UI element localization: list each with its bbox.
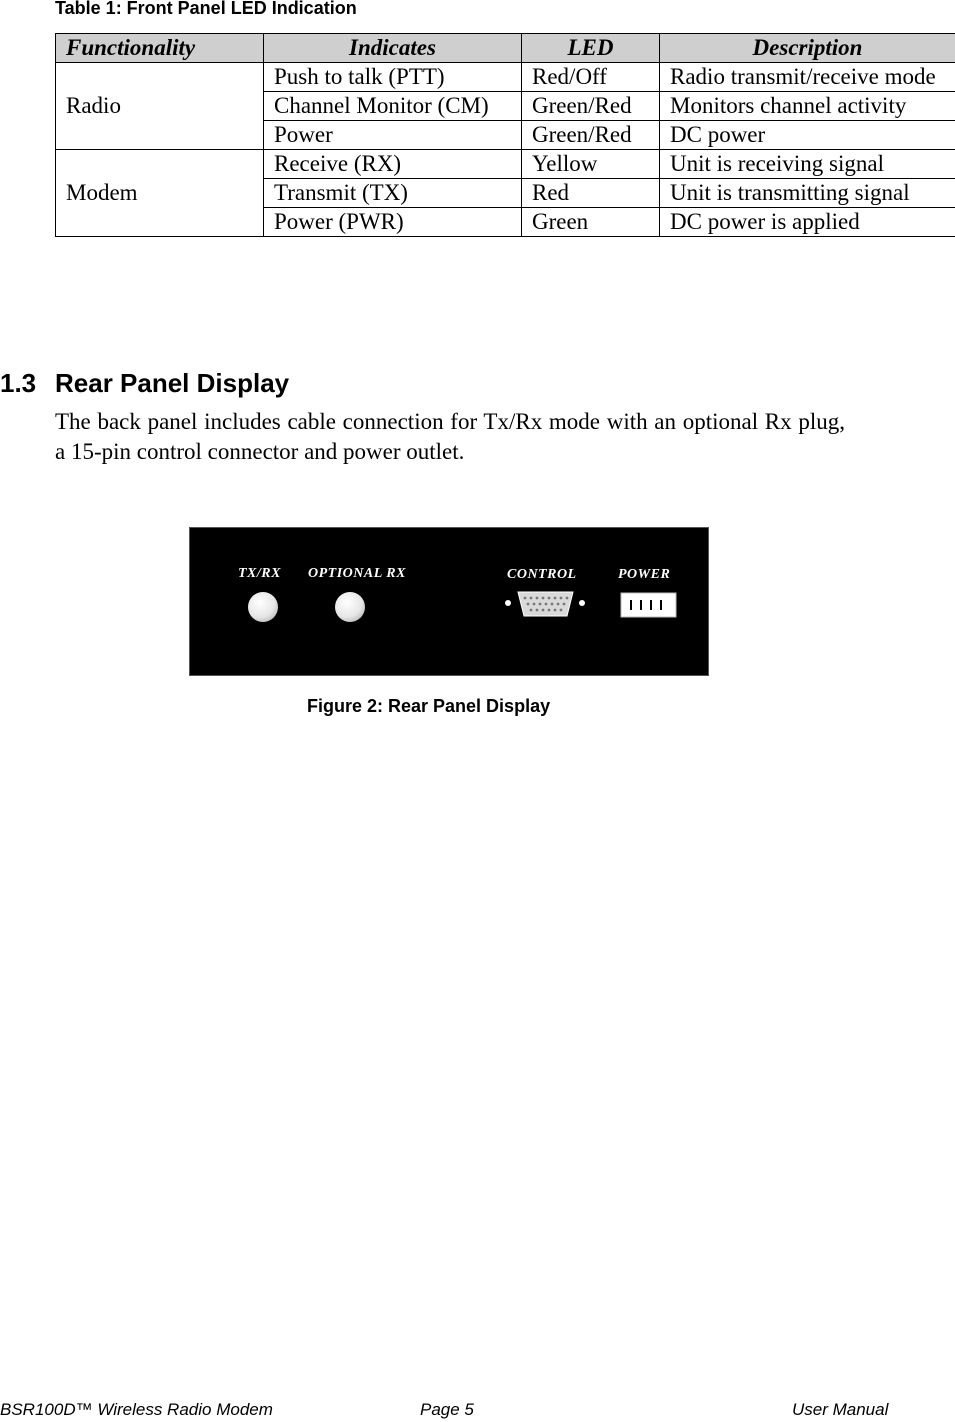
table-row [56,63,955,92]
indicates-cell: Transmit (TX) [264,179,522,208]
description-cell: Radio transmit/receive mode [660,63,955,92]
indicates-cell: Power [264,121,522,150]
optional-rx-label: OPTIONAL RX [308,566,406,581]
rear-panel-figure [189,527,709,676]
description-cell: Unit is transmitting signal [660,179,955,208]
indicates-cell: Push to talk (PTT) [264,63,522,92]
header-functionality: Functionality [56,34,264,63]
led-cell: Green/Red [522,121,660,150]
led-cell: Green/Red [522,92,660,121]
description-cell: DC power [660,121,955,150]
power-label: POWER [618,567,671,582]
table-row [56,150,955,179]
db15-connector-icon [503,588,587,620]
section-body: The back panel includes cable connection for Tx/Rx mode with an optional Rx plug, a 15-pin control connector and power outlet. [55,409,845,464]
section-title: Rear Panel Display [55,368,290,398]
footer-product: BSR100D™ Wireless Radio Modem [0,1400,273,1419]
description-cell: Monitors channel activity [660,92,955,121]
footer-doc-title: User Manual [792,1400,889,1419]
indicates-cell: Receive (RX) [264,150,522,179]
table-caption: Table 1: Front Panel LED Indication [55,0,357,18]
header-indicates: Indicates [264,34,522,63]
section-heading [0,368,289,399]
led-indication-table [55,33,955,237]
description-cell: Unit is receiving signal [660,150,955,179]
section-number: 1.3 [0,368,37,398]
power-outlet-icon [620,592,677,618]
indicates-cell: Power (PWR) [264,208,522,237]
table-header-row [56,34,955,63]
led-cell: Green [522,208,660,237]
functionality-cell-radio: Radio [56,63,264,150]
led-cell: Red [522,179,660,208]
txrx-label: TX/RX [238,566,281,581]
control-label: CONTROL [507,567,577,582]
led-cell: Yellow [522,150,660,179]
figure-caption: Figure 2: Rear Panel Display [307,696,551,716]
functionality-cell-modem: Modem [56,150,264,237]
description-cell: DC power is applied [660,208,955,237]
footer-page-number: Page 5 [420,1400,474,1419]
txrx-connector-icon [248,592,278,622]
header-led: LED [522,34,660,63]
optional-rx-connector-icon [335,592,365,622]
header-description: Description [660,34,955,63]
led-cell: Red/Off [522,63,660,92]
indicates-cell: Channel Monitor (CM) [264,92,522,121]
